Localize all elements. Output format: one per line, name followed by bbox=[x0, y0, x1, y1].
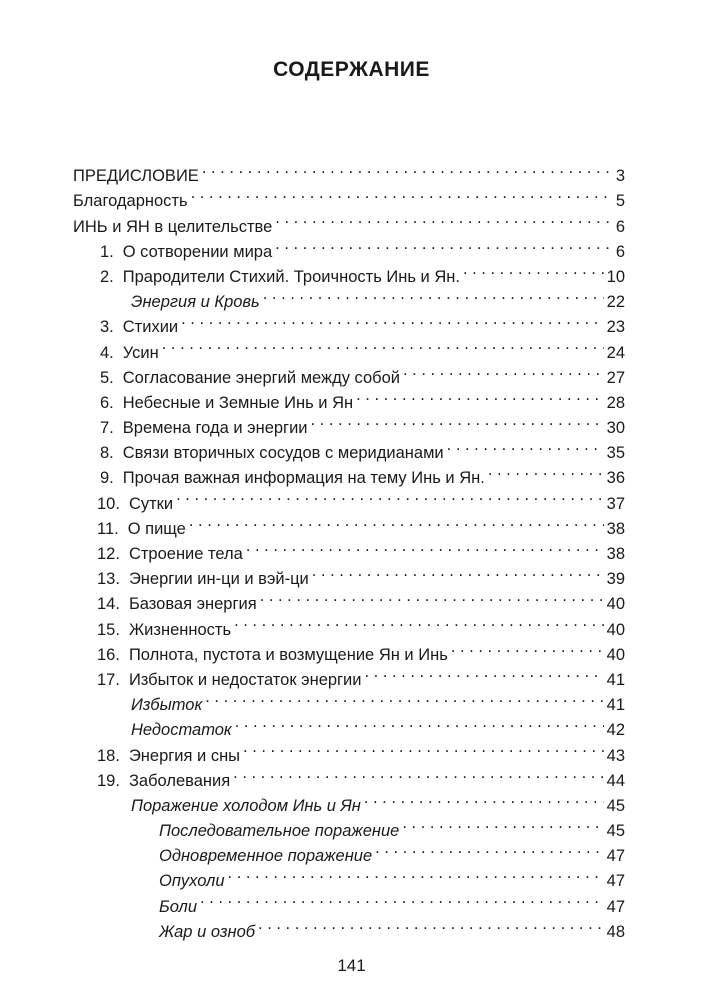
toc-entry-number: 14. bbox=[97, 595, 120, 614]
toc-entry-title: Поражение холодом Инь и Ян bbox=[131, 796, 361, 815]
toc-entry-page: 3 bbox=[615, 167, 625, 186]
toc-entry-page: 30 bbox=[606, 419, 625, 438]
toc-entry-title: Стихии bbox=[122, 318, 179, 337]
toc-entry-number: 16. bbox=[97, 645, 120, 664]
toc-entry-title: Базовая энергия bbox=[128, 595, 257, 614]
toc-entry-title: ИНЬ и ЯН в целительстве bbox=[73, 217, 273, 236]
toc-entry-title: Благодарность bbox=[73, 192, 188, 211]
toc-entry bbox=[73, 156, 625, 186]
toc-entry-title: Энергия и сны bbox=[128, 746, 241, 765]
dot-leader bbox=[375, 836, 603, 861]
toc-entry-title: Полнота, пустота и возмущение Ян и Инь bbox=[128, 645, 448, 664]
dot-leader bbox=[181, 307, 604, 332]
toc-entry-page: 22 bbox=[606, 293, 625, 312]
dot-leader bbox=[488, 458, 604, 483]
toc-entry-page: 5 bbox=[615, 192, 625, 211]
toc-entry-number: 18. bbox=[97, 746, 120, 765]
toc-entry-page: 38 bbox=[606, 545, 625, 563]
toc-entry-number: 8. bbox=[100, 444, 114, 463]
dot-leader bbox=[246, 534, 604, 559]
toc-entry-number: 11. bbox=[97, 519, 119, 538]
dot-leader bbox=[311, 408, 604, 433]
dot-leader bbox=[447, 433, 604, 458]
toc-entry-page: 47 bbox=[606, 847, 625, 866]
dot-leader bbox=[356, 383, 604, 408]
dot-leader bbox=[233, 761, 603, 786]
toc-entry-title: Опухоли bbox=[159, 872, 225, 891]
dot-leader bbox=[263, 282, 604, 307]
dot-leader bbox=[234, 609, 604, 634]
toc-entry-page: 37 bbox=[606, 494, 625, 513]
page-title: СОДЕРЖАНИЕ bbox=[273, 58, 430, 81]
toc-entry-title: О пище bbox=[127, 519, 186, 538]
dot-leader bbox=[235, 710, 604, 735]
toc-entry-title: Сутки bbox=[128, 494, 174, 513]
dot-leader bbox=[275, 206, 613, 231]
toc-entry-title: Строение тела bbox=[128, 545, 243, 563]
dot-leader bbox=[243, 735, 604, 760]
toc-entry-number: 6. bbox=[100, 393, 114, 412]
toc-entry-title: Жар и озноб bbox=[159, 922, 256, 941]
dot-leader bbox=[365, 660, 604, 685]
toc-entry-title: Прочая важная информация на тему Инь и Ян. bbox=[122, 469, 485, 488]
toc-entry-page: 44 bbox=[606, 771, 625, 790]
toc-entry-page: 40 bbox=[606, 595, 625, 614]
dot-leader bbox=[205, 685, 603, 710]
toc-entry bbox=[73, 861, 625, 891]
toc-entry-number: 3. bbox=[100, 318, 114, 337]
dot-leader bbox=[189, 509, 604, 534]
toc-entry-number: 10. bbox=[97, 494, 120, 513]
toc-entry-page: 27 bbox=[606, 368, 625, 387]
toc-entry-title: Недостаток bbox=[131, 721, 232, 740]
toc-entry-page: 40 bbox=[606, 620, 625, 639]
toc-entry-title: Последовательное поражение bbox=[159, 822, 400, 841]
dot-leader bbox=[312, 559, 604, 584]
toc-entry-number: 5. bbox=[100, 368, 114, 387]
toc-entry-title: О сотворении мира bbox=[122, 242, 273, 261]
toc-entry-title: Прародители Стихий. Троичность Инь и Ян. bbox=[122, 267, 460, 286]
toc-entry-page: 6 bbox=[615, 242, 625, 261]
toc-entry bbox=[73, 912, 625, 941]
toc-entry-page: 47 bbox=[606, 897, 625, 916]
toc-entry-number: 17. bbox=[97, 670, 120, 689]
dot-leader bbox=[200, 886, 604, 911]
toc-entry-page: 43 bbox=[606, 746, 625, 765]
toc-entry-page: 10 bbox=[606, 267, 625, 286]
dot-leader bbox=[228, 861, 604, 886]
toc-entry-title: ПРЕДИСЛОВИЕ bbox=[73, 167, 199, 186]
dot-leader bbox=[463, 257, 604, 282]
toc-entry-page: 28 bbox=[606, 393, 625, 412]
toc-entry-title: Одновременное поражение bbox=[159, 847, 373, 866]
dot-leader bbox=[260, 584, 604, 609]
dot-leader bbox=[451, 635, 604, 660]
toc-entry-number: 7. bbox=[100, 419, 114, 438]
toc-entry-page: 38 bbox=[606, 519, 625, 538]
toc-entry-title: Небесные и Земные Инь и Ян bbox=[122, 393, 354, 412]
toc-entry-title: Заболевания bbox=[128, 771, 231, 790]
dot-leader bbox=[364, 786, 604, 811]
toc-entry-title: Избыток и недостаток энергии bbox=[128, 670, 362, 689]
table-of-contents bbox=[73, 156, 625, 941]
toc-entry-page: 39 bbox=[606, 570, 625, 589]
toc-entry-number: 19. bbox=[97, 771, 120, 790]
toc-entry-page: 47 bbox=[606, 872, 625, 891]
toc-entry bbox=[73, 886, 625, 916]
dot-leader bbox=[403, 358, 604, 383]
toc-entry-title: Избыток bbox=[131, 696, 203, 715]
toc-entry-page: 41 bbox=[606, 670, 625, 689]
dot-leader bbox=[202, 156, 613, 181]
toc-entry-number: 9. bbox=[100, 469, 114, 488]
toc-entry-number: 13. bbox=[97, 570, 120, 589]
toc-entry-title: Боли bbox=[159, 897, 198, 916]
toc-entry-title: Связи вторичных сосудов с меридианами bbox=[122, 444, 444, 463]
dot-leader bbox=[402, 811, 603, 836]
toc-entry-number: 15. bbox=[97, 620, 120, 639]
toc-entry-title: Времена года и энергии bbox=[122, 419, 308, 438]
toc-entry-page: 40 bbox=[606, 645, 625, 664]
toc-entry-number: 2. bbox=[100, 267, 114, 286]
toc-entry-title: Усин bbox=[122, 343, 159, 362]
toc-entry-page: 48 bbox=[606, 922, 625, 941]
toc-entry-title: Согласование энергий между собой bbox=[122, 368, 400, 387]
toc-entry-page: 6 bbox=[615, 217, 625, 236]
toc-entry-title: Жизненность bbox=[128, 620, 232, 639]
dot-leader bbox=[162, 332, 604, 357]
toc-entry-number: 1. bbox=[100, 242, 114, 261]
dot-leader bbox=[191, 181, 613, 206]
toc-entry-page: 36 bbox=[606, 469, 625, 488]
toc-entry-page: 45 bbox=[606, 822, 625, 841]
page-number: 141 bbox=[337, 956, 366, 975]
toc-entry-page: 45 bbox=[606, 796, 625, 815]
toc-entry-page: 24 bbox=[606, 343, 625, 362]
toc-entry-page: 42 bbox=[606, 721, 625, 740]
toc-entry-page: 23 bbox=[606, 318, 625, 337]
toc-entry-number: 4. bbox=[100, 343, 114, 362]
toc-entry-number: 12. bbox=[97, 545, 120, 563]
toc-entry-page: 41 bbox=[606, 696, 625, 715]
dot-leader bbox=[275, 232, 613, 257]
toc-entry-title: Энергия и Кровь bbox=[131, 293, 260, 312]
dot-leader bbox=[176, 483, 604, 508]
toc-entry-title: Энергии ин-ци и вэй-ци bbox=[128, 570, 309, 589]
toc-entry-page: 35 bbox=[606, 444, 625, 463]
dot-leader bbox=[258, 912, 604, 937]
